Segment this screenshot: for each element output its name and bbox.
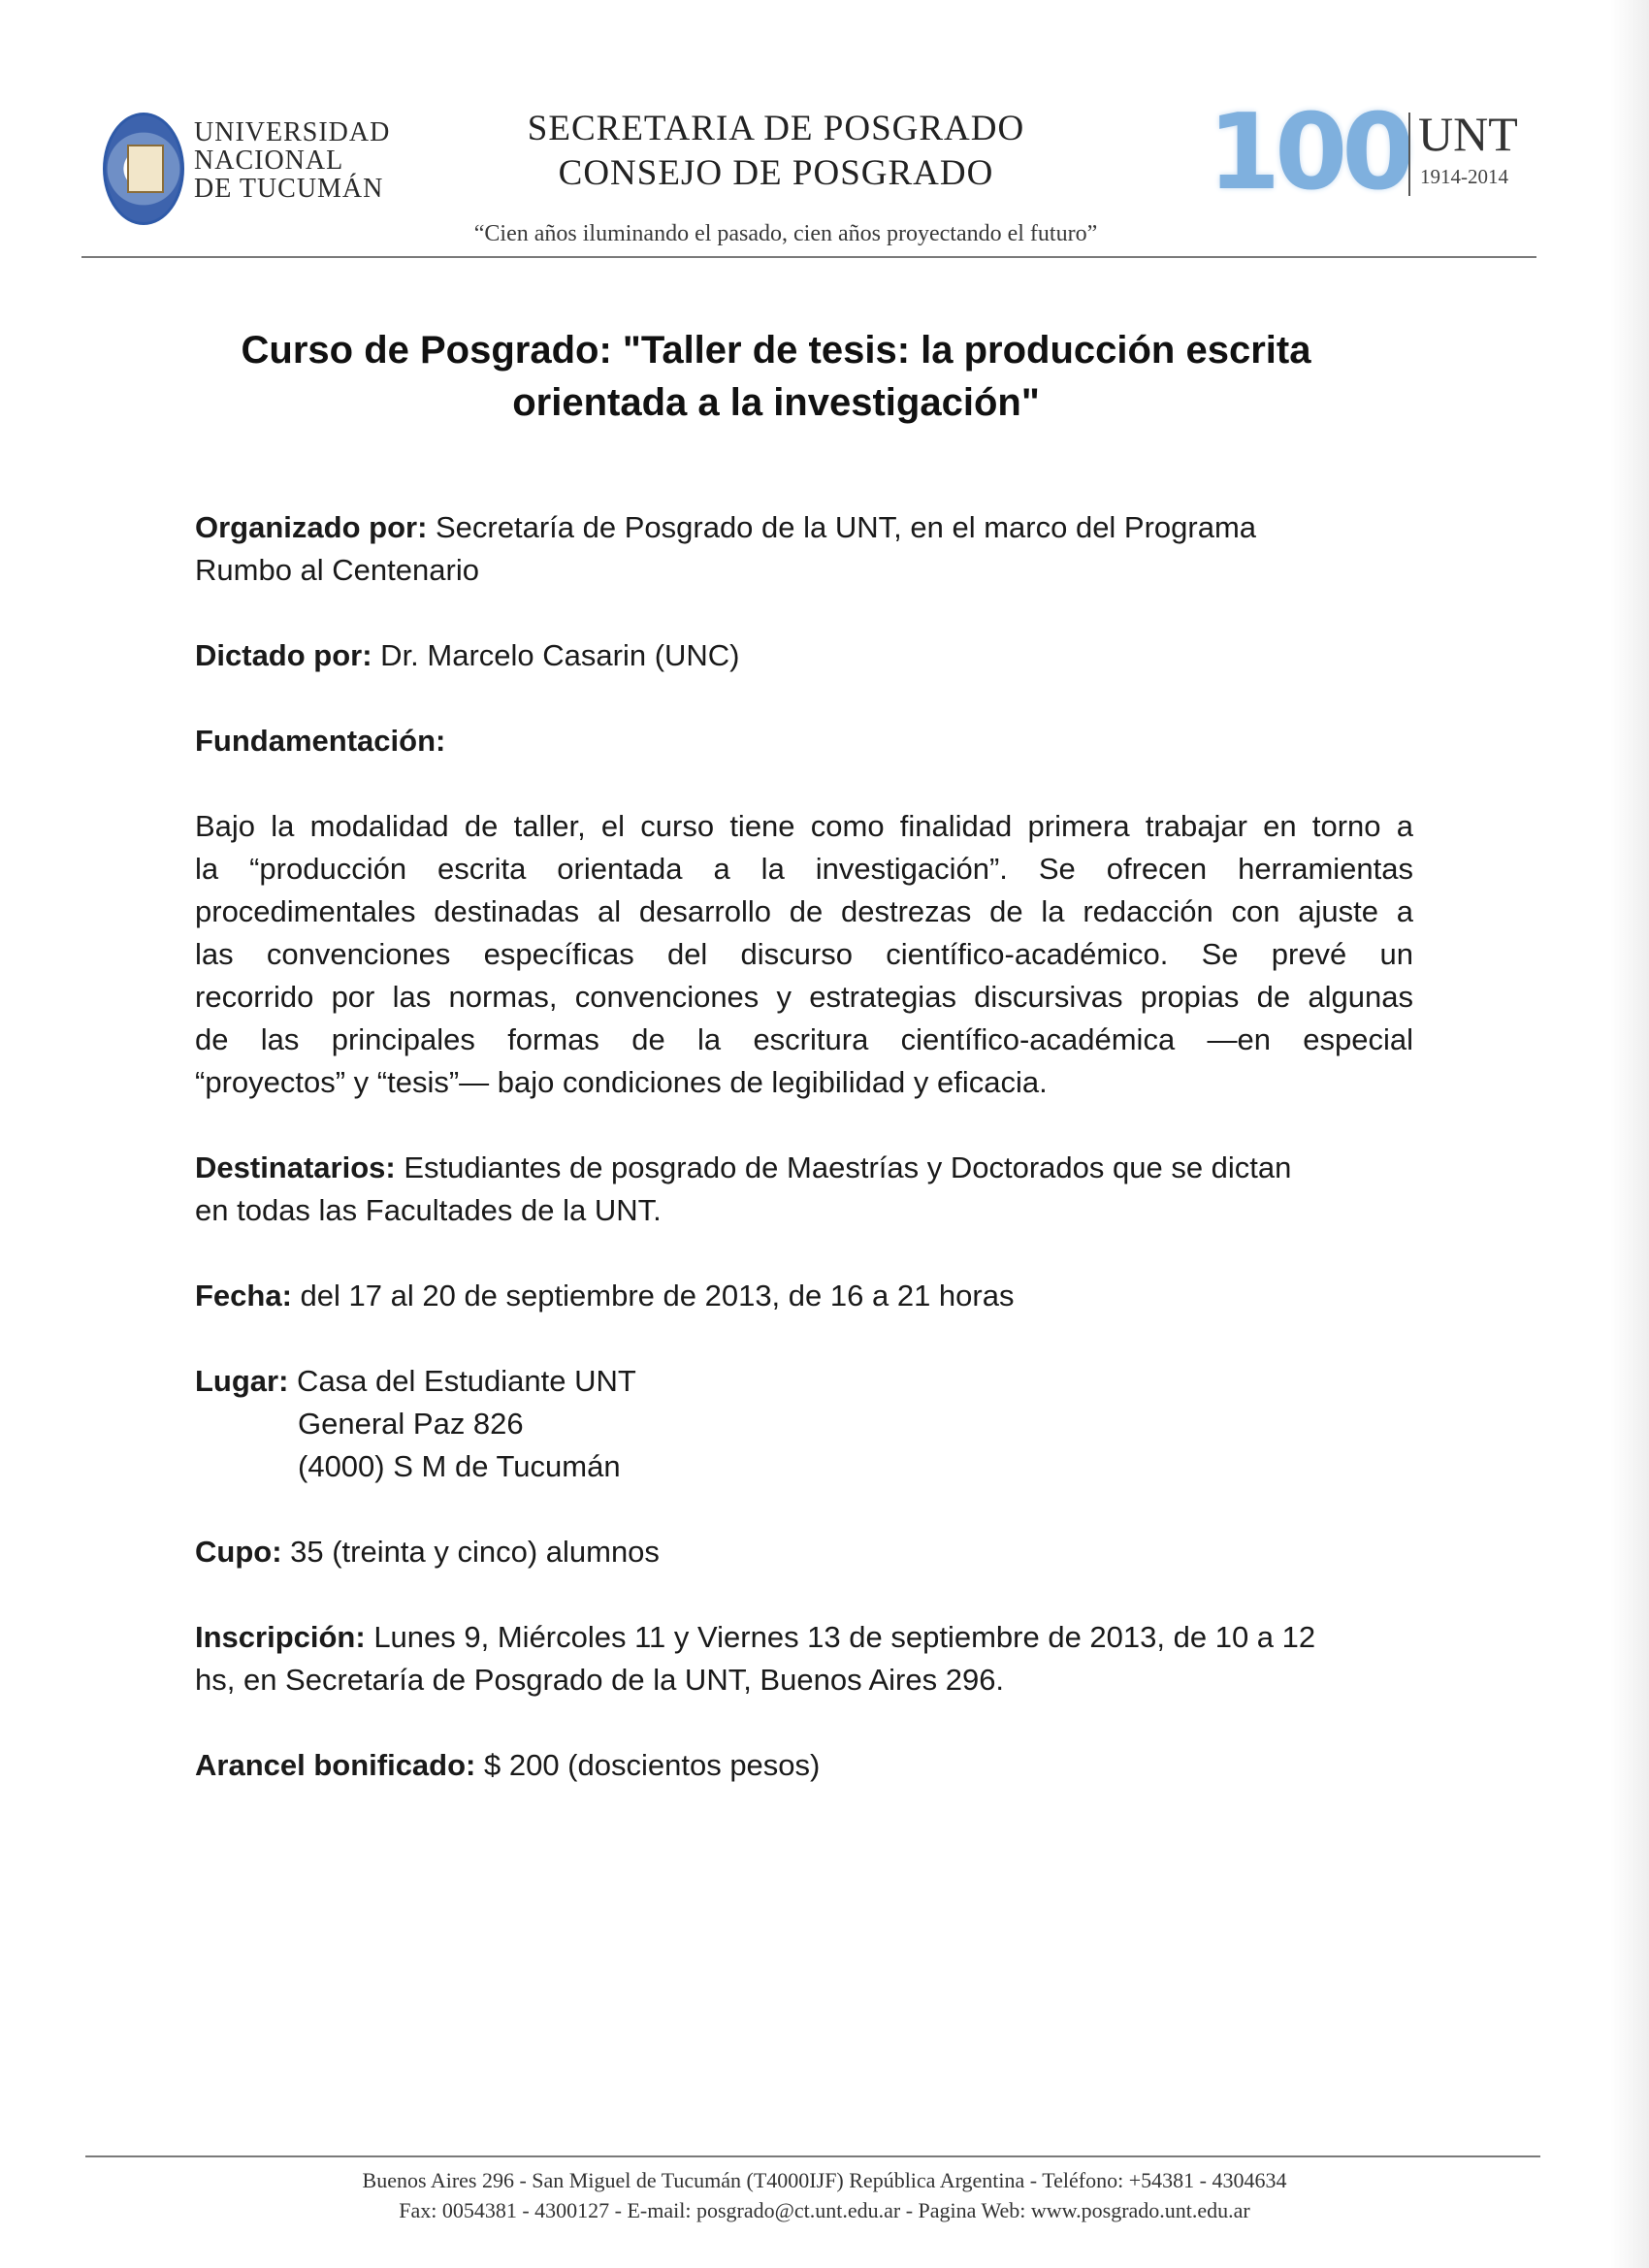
destinatarios-field — [195, 1147, 1413, 1232]
paragraph-line: de las principales formas de la escritura científico-académica —en especial — [195, 1022, 1413, 1056]
seal-shield-icon — [127, 145, 164, 193]
university-name-line: DE TUCUMÁN — [194, 174, 384, 204]
lugar-label: Lugar: — [195, 1364, 289, 1398]
destinatarios-line — [195, 1147, 1413, 1189]
fecha-value: del 17 al 20 de septiembre de 2013, de 16 a 21 horas — [291, 1279, 1015, 1312]
paragraph-line: procedimentales destinadas al desarrollo de destrezas de la redacción con ajuste a — [195, 894, 1413, 928]
cupo-value: 35 (treinta y cinco) alumnos — [281, 1535, 660, 1569]
organizado-line — [195, 506, 1413, 549]
inscripcion-field — [195, 1616, 1413, 1701]
paragraph-line: “proyectos” y “tesis”— bajo condiciones de legibilidad y eficacia. — [195, 1065, 1048, 1099]
paragraph-line: Bajo la modalidad de taller, el curso tiene como finalidad primera trabajar en torno a — [195, 809, 1413, 843]
arancel-value: $ 200 (doscientos pesos) — [475, 1748, 821, 1782]
cupo-line — [195, 1531, 1413, 1573]
footer-address-line: Buenos Aires 296 - San Miguel de Tucumán (T4000IJF) República Argentina - Teléfono: +54381 - 4304634 — [362, 2168, 1287, 2192]
organizado-label: Organizado por: — [195, 510, 428, 544]
inscripcion-line — [195, 1616, 1413, 1659]
centenary-logo-number: 100 — [1208, 92, 1409, 213]
destinatarios-value: Estudiantes de posgrado de Maestrías y Doctorados que se dictan — [395, 1150, 1292, 1184]
fecha-label: Fecha: — [195, 1279, 292, 1312]
lugar-line — [195, 1360, 1413, 1403]
secretaria-heading — [456, 107, 1096, 196]
organizado-value: Secretaría de Posgrado de la UNT, en el marco del Programa — [427, 510, 1257, 544]
dictado-line — [195, 634, 1413, 677]
centenary-years: 1914-2014 — [1420, 165, 1508, 188]
organizado-field — [195, 506, 1413, 592]
inscripcion-value: Lunes 9, Miércoles 11 y Viernes 13 de septiembre de 2013, de 10 a 12 — [365, 1620, 1316, 1654]
course-title-line: orientada a la investigación" — [512, 381, 1040, 424]
consejo-line: CONSEJO DE POSGRADO — [558, 153, 994, 193]
lugar-city-line: (4000) S M de Tucumán — [298, 1449, 621, 1483]
cupo-label: Cupo: — [195, 1535, 282, 1569]
lugar-value: Casa del Estudiante UNT — [288, 1364, 636, 1398]
inscripcion-label: Inscripción: — [195, 1620, 366, 1654]
organizado-value-line: Rumbo al Centenario — [195, 553, 479, 587]
arancel-field — [195, 1744, 1413, 1787]
secretaria-line: SECRETARIA DE POSGRADO — [527, 109, 1025, 148]
dictado-value: Dr. Marcelo Casarin (UNC) — [372, 638, 740, 672]
dictado-field — [195, 634, 1413, 677]
page-edge-shadow — [1610, 0, 1649, 2268]
footer-contact-line: Fax: 0054381 - 4300127 - E-mail: posgrado@ct.unt.edu.ar - Pagina Web: www.posgrado.unt.edu.ar — [399, 2198, 1250, 2222]
destinatarios-label: Destinatarios: — [195, 1150, 396, 1184]
dictado-label: Dictado por: — [195, 638, 372, 672]
course-title — [146, 324, 1406, 429]
cupo-field — [195, 1531, 1413, 1573]
arancel-label: Arancel bonificado: — [195, 1748, 476, 1782]
inscripcion-value-line: hs, en Secretaría de Posgrado de la UNT, Buenos Aires 296. — [195, 1663, 1005, 1697]
course-details — [195, 506, 1413, 1830]
motto: “Cien años iluminando el pasado, cien años proyectando el futuro” — [473, 221, 1098, 246]
fundamentacion-label: Fundamentación: — [195, 724, 446, 758]
lugar-field — [195, 1360, 1413, 1488]
paragraph-line: recorrido por las normas, convenciones y estrategias discursivas propias de algunas — [195, 980, 1413, 1014]
course-title-line: Curso de Posgrado: "Taller de tesis: la producción escrita — [241, 329, 1311, 372]
university-name-line: UNIVERSIDAD — [194, 117, 391, 147]
centenary-org: UNT — [1418, 107, 1518, 161]
paragraph-line: la “producción escrita orientada a la investigación”. Se ofrecen herramientas — [195, 852, 1413, 886]
fundamentacion-paragraph — [195, 805, 1413, 1104]
destinatarios-value-line: en todas las Facultades de la UNT. — [195, 1193, 662, 1227]
centenary-divider — [1408, 113, 1410, 196]
paragraph-line: las convenciones específicas del discurso científico-académico. Se prevé un — [195, 937, 1413, 971]
lugar-address-line: General Paz 826 — [298, 1407, 524, 1441]
letterhead — [0, 0, 1649, 262]
university-name-line: NACIONAL — [194, 146, 344, 176]
university-name — [194, 118, 446, 203]
university-seal-icon — [103, 113, 184, 225]
arancel-line — [195, 1744, 1413, 1787]
fecha-line — [195, 1275, 1413, 1317]
fecha-field — [195, 1275, 1413, 1317]
fundamentacion-heading-field — [195, 720, 1413, 762]
footer-divider — [85, 2155, 1540, 2157]
footer-contact — [146, 2165, 1504, 2225]
header-divider — [81, 256, 1536, 258]
